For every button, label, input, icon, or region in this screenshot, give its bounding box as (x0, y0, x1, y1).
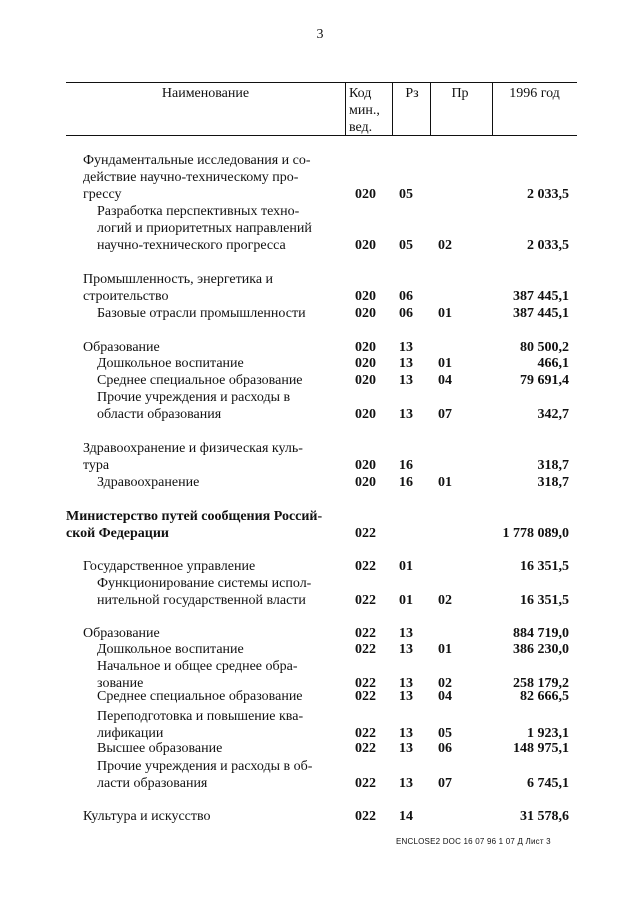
row-value: 16 351,5 (520, 559, 569, 574)
row-rz: 14 (399, 809, 413, 824)
row-name-line: ласти образования (97, 776, 208, 791)
row-name (83, 440, 348, 474)
row-name (97, 575, 347, 609)
header-code-line: мин., (349, 103, 380, 118)
table-row (0, 339, 640, 356)
table-row (0, 271, 640, 305)
row-name-line: Среднее специальное образование (97, 689, 303, 704)
row-name-line: научно-технического прогресса (97, 238, 286, 253)
table-row (0, 389, 640, 423)
row-name (83, 558, 348, 575)
row-name-line: Дошкольное воспитание (97, 642, 244, 657)
row-value: 884 719,0 (513, 626, 569, 641)
row-code: 022 (355, 559, 376, 574)
row-value: 318,7 (537, 475, 569, 490)
table-row (0, 508, 640, 542)
row-name (97, 474, 347, 491)
row-name (97, 305, 347, 322)
table-row (0, 740, 640, 757)
row-name (97, 203, 347, 254)
table-row (0, 641, 640, 658)
row-pr: 02 (438, 238, 452, 253)
row-name (83, 808, 348, 825)
table-row (0, 305, 640, 322)
row-value: 1 923,1 (527, 726, 569, 741)
row-code: 022 (355, 726, 376, 741)
row-name-line: действие научно-техническому про- (83, 170, 299, 185)
row-rz: 13 (399, 356, 413, 371)
row-pr: 01 (438, 356, 452, 371)
row-name-line: Разработка перспективных техно- (97, 204, 300, 219)
row-rz: 13 (399, 726, 413, 741)
row-name (97, 758, 347, 792)
row-value: 466,1 (537, 356, 569, 371)
row-code: 020 (355, 407, 376, 422)
row-name-line: грессу (83, 187, 122, 202)
row-value: 318,7 (537, 458, 569, 473)
row-code: 022 (355, 776, 376, 791)
row-name (97, 708, 347, 742)
row-name (97, 688, 347, 705)
row-name (97, 641, 347, 658)
row-rz: 01 (399, 559, 413, 574)
row-name-line: Высшее образование (97, 741, 223, 756)
table-row (0, 203, 640, 254)
row-name-line: Фундаментальные исследования и со- (83, 153, 311, 168)
table-row (0, 575, 640, 609)
row-name-line: области образования (97, 407, 222, 422)
row-name-line: Среднее специальное образование (97, 373, 303, 388)
row-name-line: лификации (97, 726, 164, 741)
row-rz: 06 (399, 289, 413, 304)
row-rz: 06 (399, 306, 413, 321)
row-name-line: Переподготовка и повышение ква- (97, 709, 304, 724)
table-row (0, 558, 640, 575)
row-pr: 04 (438, 689, 452, 704)
header-pr: Пр (451, 86, 469, 101)
row-code: 020 (355, 340, 376, 355)
table-row (0, 688, 640, 705)
row-name-line: Прочие учреждения и расходы в об- (97, 759, 313, 774)
row-value: 148 975,1 (513, 741, 569, 756)
row-rz: 13 (399, 642, 413, 657)
row-name-line: Культура и искусство (83, 809, 211, 824)
row-pr: 07 (438, 776, 452, 791)
table-row (0, 355, 640, 372)
table-row (0, 808, 640, 825)
row-value: 258 179,2 (513, 676, 569, 691)
table-row (0, 758, 640, 792)
row-rz: 13 (399, 373, 413, 388)
row-value: 387 445,1 (513, 306, 569, 321)
row-code: 022 (355, 626, 376, 641)
row-name-line: Образование (83, 626, 160, 641)
row-name (83, 625, 348, 642)
row-pr: 04 (438, 373, 452, 388)
row-pr: 05 (438, 726, 452, 741)
row-name (97, 389, 347, 423)
row-code: 022 (355, 809, 376, 824)
row-rz: 13 (399, 407, 413, 422)
row-name (83, 152, 348, 203)
row-rz: 05 (399, 238, 413, 253)
row-name-line: Образование (83, 340, 160, 355)
row-pr: 07 (438, 407, 452, 422)
header-code-line: вед. (349, 120, 373, 135)
row-code: 020 (355, 458, 376, 473)
row-name (66, 508, 341, 542)
row-name-line: Прочие учреждения и расходы в (97, 390, 291, 405)
row-value: 2 033,5 (527, 238, 569, 253)
row-value: 386 230,0 (513, 642, 569, 657)
row-rz: 13 (399, 689, 413, 704)
row-pr: 02 (438, 593, 452, 608)
row-value: 387 445,1 (513, 289, 569, 304)
row-value: 80 500,2 (520, 340, 569, 355)
row-name (97, 740, 347, 757)
row-name-line: ской Федерации (66, 526, 169, 541)
row-name-line: Министерство путей сообщения Россий- (66, 509, 323, 524)
table-row (0, 474, 640, 491)
row-pr: 01 (438, 642, 452, 657)
row-name (83, 339, 348, 356)
row-value: 82 666,5 (520, 689, 569, 704)
row-name (97, 372, 347, 389)
row-name-line: Начальное и общее среднее обра- (97, 659, 298, 674)
row-rz: 13 (399, 626, 413, 641)
row-name-line: нительной государственной власти (97, 593, 306, 608)
row-code: 022 (355, 689, 376, 704)
row-value: 342,7 (537, 407, 569, 422)
row-name (97, 355, 347, 372)
row-code: 022 (355, 593, 376, 608)
row-rz: 13 (399, 741, 413, 756)
row-pr: 01 (438, 475, 452, 490)
row-name-line: Базовые отрасли промышленности (97, 306, 306, 321)
row-rz: 16 (399, 475, 413, 490)
header-name: Наименование (161, 86, 250, 101)
table-row (0, 440, 640, 474)
row-code: 020 (355, 306, 376, 321)
row-name-line: тура (83, 458, 110, 473)
table-row (0, 372, 640, 389)
row-value: 1 778 089,0 (502, 526, 569, 541)
row-code: 022 (355, 676, 376, 691)
row-name-line: Государственное управление (83, 559, 256, 574)
row-code: 020 (355, 356, 376, 371)
row-rz: 16 (399, 458, 413, 473)
row-code: 020 (355, 238, 376, 253)
header-rz: Рз (405, 86, 419, 101)
row-code: 020 (355, 475, 376, 490)
row-value: 2 033,5 (527, 187, 569, 202)
row-name-line: Функционирование системы испол- (97, 576, 312, 591)
row-code: 022 (355, 741, 376, 756)
row-code: 020 (355, 289, 376, 304)
row-pr: 01 (438, 306, 452, 321)
row-rz: 13 (399, 776, 413, 791)
row-rz: 01 (399, 593, 413, 608)
row-name-line: строительство (83, 289, 169, 304)
table-row (0, 152, 640, 203)
page-number: 3 (316, 27, 324, 42)
table-row (0, 708, 640, 742)
row-code: 020 (355, 373, 376, 388)
row-value: 79 691,4 (520, 373, 569, 388)
row-value: 6 745,1 (527, 776, 569, 791)
header-code-line: Код (349, 86, 372, 101)
row-name-line: Здравоохранение (97, 475, 200, 490)
table-row (0, 625, 640, 642)
row-name (97, 658, 347, 692)
row-name-line: логий и приоритетных направлений (97, 221, 312, 236)
row-code: 022 (355, 526, 376, 541)
row-pr: 06 (438, 741, 452, 756)
row-code: 020 (355, 187, 376, 202)
row-rz: 13 (399, 340, 413, 355)
row-name-line: Дошкольное воспитание (97, 356, 244, 371)
row-name (83, 271, 348, 305)
row-name-line: Здравоохранение и физическая куль- (83, 441, 303, 456)
row-rz: 05 (399, 187, 413, 202)
table-row (0, 658, 640, 692)
header-year: 1996 год (509, 86, 560, 101)
row-name-line: Промышленность, энергетика и (83, 272, 274, 287)
row-rz: 13 (399, 676, 413, 691)
row-value: 31 578,6 (520, 809, 569, 824)
row-value: 16 351,5 (520, 593, 569, 608)
document-footer: ENCLOSE2 DOC 16 07 96 1 07 Д Лист 3 (396, 837, 551, 846)
row-code: 022 (355, 642, 376, 657)
row-pr: 02 (438, 676, 452, 691)
row-name-line: зование (97, 676, 144, 691)
